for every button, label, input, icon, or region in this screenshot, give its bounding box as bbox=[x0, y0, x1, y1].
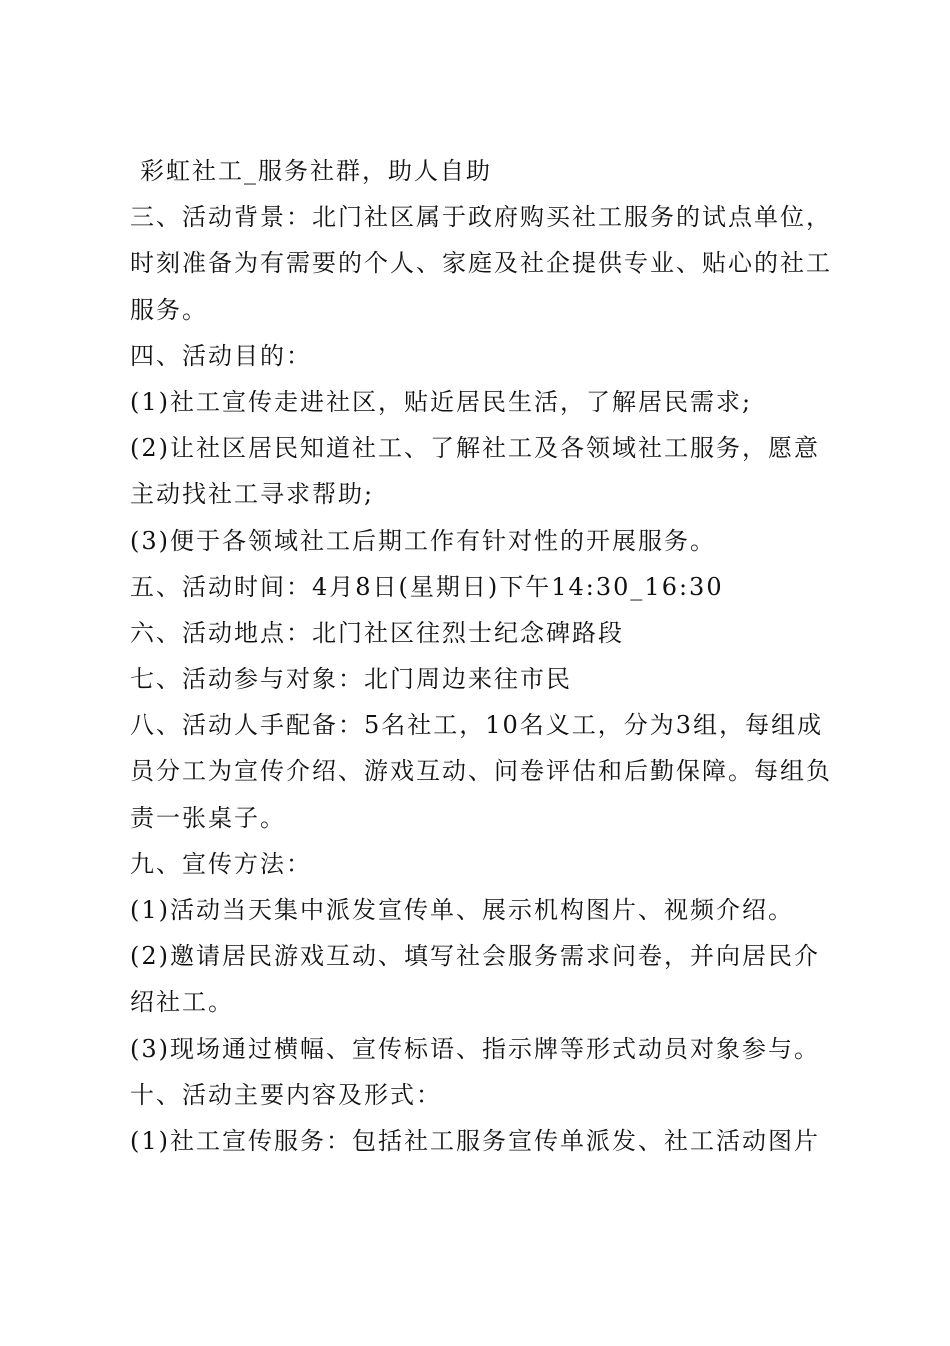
section-audience-heading: 七、活动参与对象：北门周边来往市民 bbox=[130, 665, 572, 694]
section-staffing-heading: 八、活动人手配备：5名社工，10名义工，分为3组，每组成 bbox=[130, 711, 824, 740]
list-item: (2)让社区居民知道社工、了解社工及各领域社工服务，愿意 bbox=[130, 434, 820, 463]
list-item: (1)社工宣传服务：包括社工服务宣传单派发、社工活动图片 bbox=[130, 1126, 820, 1155]
document-body bbox=[130, 148, 830, 1164]
section-time-heading: 五、活动时间：4月8日(星期日)下午14:30_16:30 bbox=[130, 572, 724, 601]
list-item: (3)现场通过横幅、宣传标语、指示牌等形式动员对象参与。 bbox=[130, 1034, 820, 1063]
paragraph-line: 服务。 bbox=[130, 295, 208, 324]
list-item: (1)社工宣传走进社区，贴近居民生活，了解居民需求; bbox=[130, 387, 753, 416]
section-location-heading: 六、活动地点：北门社区往烈士纪念碑路段 bbox=[130, 618, 624, 647]
slogan-line: 彩虹社工_服务社群，助人自助 bbox=[140, 157, 492, 185]
paragraph-line: 主动找社工寻求帮助; bbox=[130, 480, 375, 509]
section-promotion-heading: 九、宣传方法： bbox=[130, 849, 312, 878]
list-item: (2)邀请居民游戏互动、填写社会服务需求问卷，并向居民介 bbox=[130, 942, 820, 971]
paragraph-line: 员分工为宣传介绍、游戏互动、问卷评估和后勤保障。每组负 bbox=[130, 757, 832, 786]
paragraph-line: 绍社工。 bbox=[130, 988, 234, 1017]
section-background-heading: 三、活动背景：北门社区属于政府购买社工服务的试点单位， bbox=[130, 203, 832, 232]
paragraph-line: 时刻准备为有需要的个人、家庭及社企提供专业、贴心的社工 bbox=[130, 249, 832, 278]
section-purpose-heading: 四、活动目的： bbox=[130, 341, 312, 370]
section-content-heading: 十、活动主要内容及形式： bbox=[130, 1080, 442, 1109]
list-item: (1)活动当天集中派发宣传单、展示机构图片、视频介绍。 bbox=[130, 896, 794, 924]
paragraph-line: 责一张桌子。 bbox=[130, 803, 286, 832]
list-item: (3)便于各领域社工后期工作有针对性的开展服务。 bbox=[130, 526, 716, 555]
